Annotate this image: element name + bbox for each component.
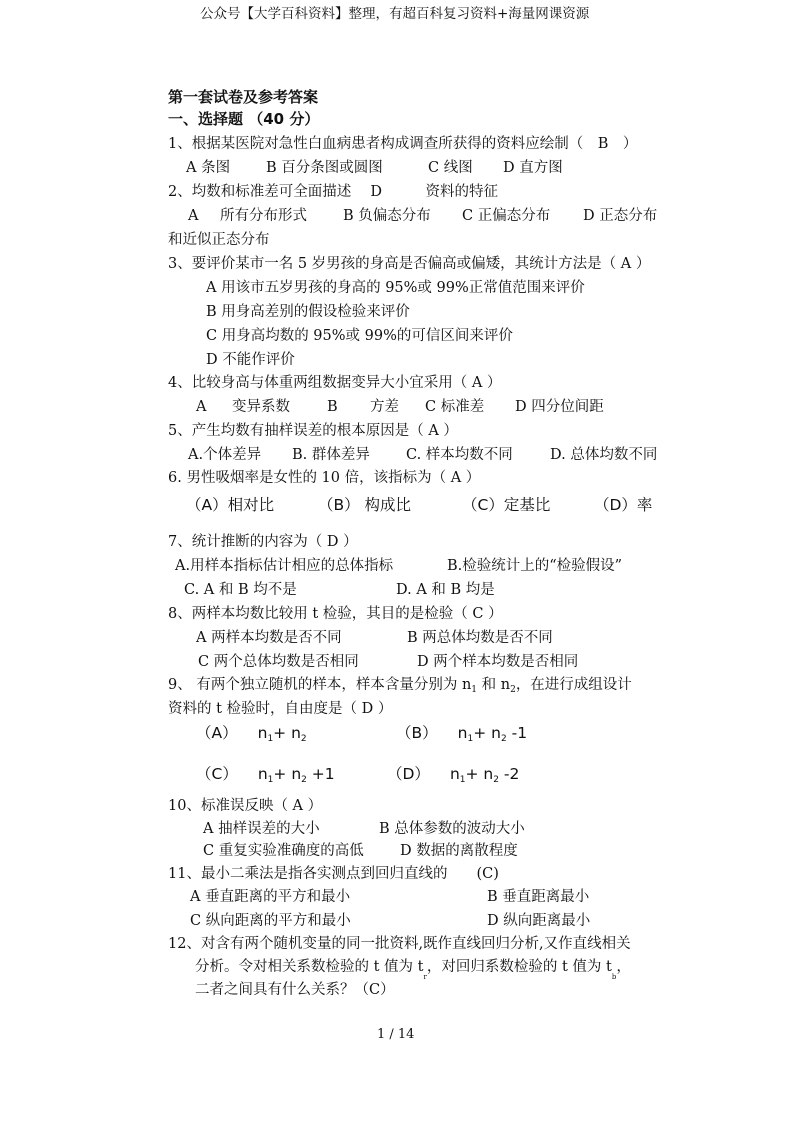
option: （B） 构成比 — [318, 496, 412, 514]
option: 变异系数 — [232, 399, 290, 415]
question-9-continued: 资料的 t 检验时，自由度是（ D ） — [168, 701, 393, 717]
option: D 数据的离散程度 — [400, 843, 518, 859]
page-header: 公众号【大学百科资料】整理，有超百科复习资料+海量网课资源 — [200, 6, 590, 22]
option: C 纵向距离的平方和最小 — [190, 913, 351, 929]
option: （C） $n_1+ n_2 +1$ — [196, 765, 335, 785]
option: D 纵向距离最小 — [487, 913, 591, 929]
option: C 用身高均数的 95%或 99%的可信区间来评价 — [206, 328, 513, 344]
question-10: 10、标准误反映（ A ） — [168, 798, 323, 814]
question-1: 1、根据某医院对急性白血病患者构成调查所获得的资料应绘制（ B ） — [168, 136, 638, 152]
option: D. A 和 B 均是 — [396, 582, 495, 598]
option: A 垂直距离的平方和最小 — [190, 889, 351, 905]
document-title: 第一套试卷及参考答案 — [168, 88, 319, 106]
option: A.个体差异 — [188, 447, 262, 463]
question-6: 6. 男性吸烟率是女性的 10 倍，该指标为（ A ） — [168, 470, 481, 486]
option: A 抽样误差的大小 — [203, 821, 320, 837]
option: （C）定基比 — [462, 496, 551, 514]
question-2-continued: 和近似正态分布 — [168, 232, 270, 248]
question-3: 3、要评价某市一名 5 岁男孩的身高是否偏高或偏矮，其统计方法是（ A ） — [168, 256, 651, 272]
option: A.用样本指标估计相应的总体指标 — [175, 558, 394, 574]
option: C 正偏态分布 — [462, 208, 551, 224]
question-4: 4、比较身高与体重两组数据变异大小宜采用（ A ） — [168, 375, 502, 391]
option: （D） $n_1+ n_2$ -2 — [387, 765, 520, 785]
question-12-line-2: 分析。令对相关系数检验的 t 值为 $t_r$，对回归系数检验的 t 值为 $t_b$， — [195, 959, 631, 981]
option: （A）相对比 — [186, 496, 275, 514]
option: A — [196, 399, 207, 415]
option: C 线图 — [428, 160, 473, 176]
option: B 总体参数的波动大小 — [379, 821, 525, 837]
question-2: 2、均数和标准差可全面描述 D 资料的特征 — [168, 184, 498, 200]
option: C 重复实验准确度的高低 — [203, 843, 364, 859]
option: B 垂直距离最小 — [487, 889, 590, 905]
question-5: 5、产生均数有抽样误差的根本原因是（ A ） — [168, 423, 458, 439]
question-12-line-3: 二者之间具有什么关系？（C） — [195, 982, 395, 998]
question-7: 7、统计推断的内容为（ D ） — [168, 534, 358, 550]
option: （B） $n_1+ n_2$ -1 — [396, 724, 528, 744]
option: A — [188, 208, 199, 224]
question-11: 11、最小二乘法是指各实测点到回归直线的 (C) — [168, 866, 499, 882]
option: B 百分条图或圆图 — [266, 160, 383, 176]
option: C. 样本均数不同 — [406, 447, 513, 463]
option: 所有分布形式 — [220, 208, 307, 224]
option: （A） $n_1+ n_2$ — [196, 724, 307, 744]
question-12: 12、对含有两个随机变量的同一批资料,既作直线回归分析,又作直线相关 — [168, 936, 631, 952]
option: D 两个样本均数是否相同 — [417, 654, 579, 670]
option: D 直方图 — [503, 160, 563, 176]
option: B 负偏态分布 — [343, 208, 431, 224]
option: B.检验统计上的“检验假设” — [447, 558, 623, 574]
option: D 四分位间距 — [515, 399, 604, 415]
question-9: 9、 有两个独立随机的样本，样本含量分别为 $n_1$ 和 $n_2$，在进行成组设计 — [168, 677, 632, 695]
question-8: 8、两样本均数比较用 t 检验，其目的是检验（ C ） — [168, 606, 503, 622]
page-number: 1 / 14 — [377, 1027, 415, 1042]
option: B 用身高差别的假设检验来评价 — [206, 304, 410, 320]
option: B. 群体差异 — [292, 447, 370, 463]
option: （D）率 — [594, 496, 653, 514]
option: A 两样本均数是否不同 — [196, 630, 342, 646]
option: C. A 和 B 均不是 — [184, 582, 297, 598]
option: B — [327, 399, 338, 415]
option: D 不能作评价 — [206, 352, 295, 368]
option: B 两总体均数是否不同 — [407, 630, 553, 646]
option: C 两个总体均数是否相同 — [198, 654, 359, 670]
section-heading: 一、选择题 （40 分） — [168, 110, 320, 128]
option: 方差 — [370, 399, 399, 415]
option: A 条图 — [186, 160, 231, 176]
option: C 标准差 — [425, 399, 485, 415]
option: A 用该市五岁男孩的身高的 95%或 99%正常值范围来评价 — [206, 280, 585, 296]
option: D. 总体均数不同 — [550, 447, 658, 463]
option: D 正态分布 — [583, 208, 658, 224]
